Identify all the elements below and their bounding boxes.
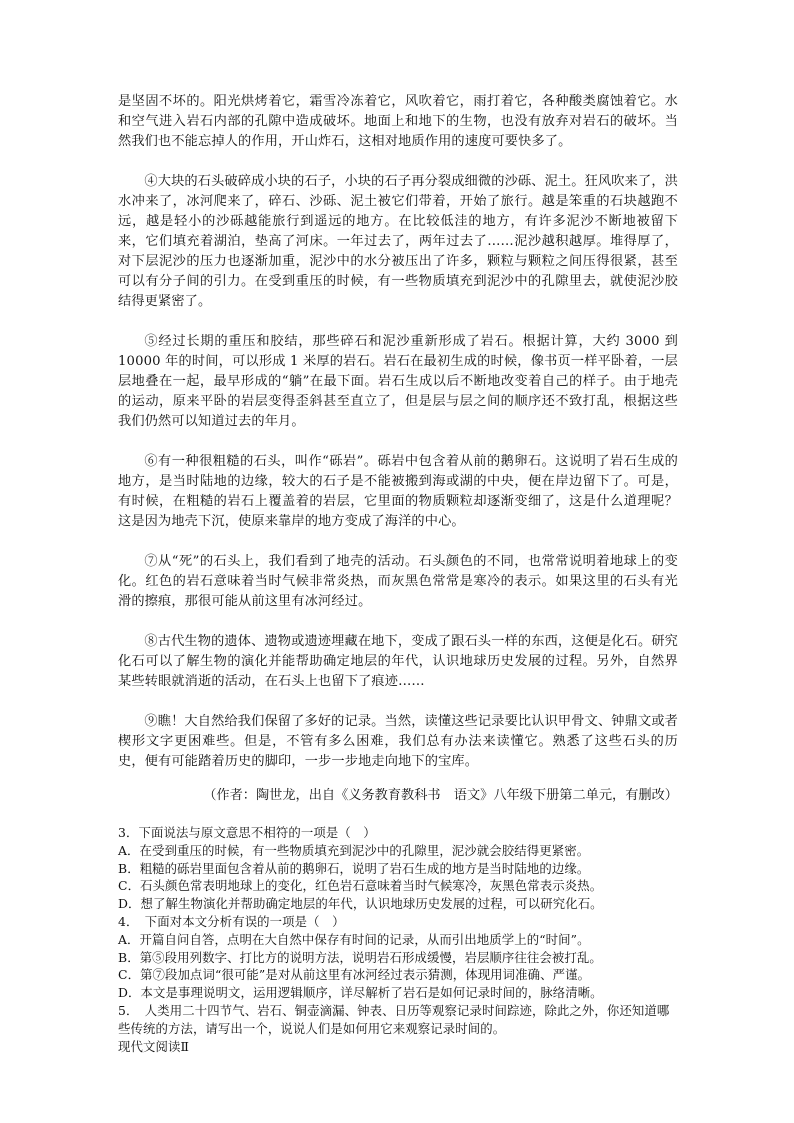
paragraph-5: ⑤经过长期的重压和胶结，那些碎石和泥沙重新形成了岩石。根据计算，大约 3000 到 10000 年的时间，可以形成 1 米厚的岩石。岩石在最初生成的时候，像书页一样平卧着，一层层地叠在一起，最早形成的“躺”在最下面。岩石生成以后不断地改变着自己的样子。由于地壳的运动，原来平卧的岩层变得歪斜甚至直立了，但是层与层之间的顺序还不致打乱，根据这些我们仍然可以知道过去的年月。: [118, 334, 678, 429]
question-4-option-d: D．本文是事理说明文，运用逻辑顺序，详尽解析了岩石是如何记录时间的，脉络清晰。: [118, 985, 603, 1001]
paragraph-7: ⑦从“死”的石头上，我们看到了地壳的活动。石头颜色的不同，也常常说明着地球上的变化。红色的岩石意味着当时气候非常炎热，而灰黑色常常是寒冷的表示。如果这里的石头有光滑的擦痕，那很可能从前这里有冰河经过。: [118, 554, 678, 609]
next-section-heading: 现代文阅读Ⅱ: [118, 1038, 189, 1054]
questions-section: [118, 824, 678, 1055]
question-3-option-b: B．粗糙的砾岩里面包含着从前的鹅卵石，说明了岩石生成的地方是当时陆地的边缘。: [118, 860, 590, 876]
paragraph-8: ⑧古代生物的遗体、遗物或遗迹埋藏在地下，变成了跟石头一样的东西，这便是化石。研究化石可以了解生物的演化并能帮助确定地层的年代，认识地球历史发展的过程。另外，自然界某些转眼就消逝的活动，在石头上也留下了痕迹……: [118, 634, 678, 689]
question-4-option-b: B．第⑤段用列数字、打比方的说明方法，说明岩石形成缓慢，岩层顺序往往会被打乱。: [118, 949, 602, 965]
question-3-option-c: C．石头颜色常表明地球上的变化，红色岩石意味着当时气候寒冷，灰黑色常表示炎热。: [118, 878, 603, 894]
question-4-stem: 4． 下面对本文分析有误的一项是（ ）: [118, 913, 345, 929]
question-4-option-a: A．开篇自问自答，点明在大自然中保存有时间的记录，从而引出地质学上的“时间”。: [118, 931, 590, 947]
question-4-option-c: C．第⑦段加点词“很可能”是对从前这里有冰河经过表示猜测，体现用词准确、严谨。: [118, 967, 591, 983]
question-5-stem: 5． 人类用二十四节气、岩石、铜壶滴漏、钟表、日历等观察记录时间踪迹，除此之外，你还知道哪些传统的方法，请写出一个，说说人们是如何用它来观察记录时间的。: [118, 1002, 670, 1036]
question-3-option-a: A．在受到重压的时候，有一些物质填充到泥沙中的孔隙里，泥沙就会胶结得更紧密。: [118, 842, 590, 858]
question-3-option-d: D．想了解生物演化并帮助确定地层的年代，认识地球历史发展的过程，可以研究化石。: [118, 896, 603, 912]
paragraph-4: ④大块的石头破碎成小块的石子，小块的石子再分裂成细微的沙砾、泥土。狂风吹来了，洪水冲来了，冰河爬来了，碎石、沙砾、泥土被它们带着，开始了旅行。越是笨重的石块越跑不远，越是轻小的沙砾越能旅行到遥远的地方。在比较低洼的地方，有许多泥沙不断地被留下来，它们填充着湖泊，垫高了河床。一年过去了，两年过去了……泥沙越积越厚。堆得厚了，对下层泥沙的压力也逐渐加重，泥沙中的水分被压出了许多，颗粒与颗粒之间压得很紧，甚至可以有分子间的引力。在受到重压的时候，有一些物质填充到泥沙中的孔隙里去，就使泥沙胶结得更紧密了。: [118, 174, 678, 309]
paragraph-9: ⑨瞧！大自然给我们保留了多好的记录。当然，读懂这些记录要比认识甲骨文、钟鼎文或者楔形文字更困难些。但是，不管有多么困难，我们总有办法来读懂它。熟悉了这些石头的历史，便有可能踏着历史的脚印，一步一步地走向地下的宝库。: [118, 714, 678, 769]
paragraph-6: ⑥有一种很粗糙的石头，叫作“砾岩”。砾岩中包含着从前的鹅卵石。这说明了岩石生成的地方，是当时陆地的边缘，较大的石子是不能被搬到海或湖的中央，便在岸边留下了。可是，有时候，在粗糙的岩石上覆盖着的岩层，它里面的物质颗粒却逐渐变细了，这是什么道理呢？这是因为地壳下沉，使原来靠岸的地方变成了海洋的中心。: [118, 454, 678, 529]
question-3-stem: 3．下面说法与原文意思不相符的一项是（ ）: [118, 825, 376, 840]
document-page: [118, 92, 678, 1055]
source-credit: （作者：陶世龙，出自《义务教育教科书 语文》八年级下册第二单元，有删改）: [203, 788, 678, 803]
paragraph-3-tail: 是坚固不坏的。阳光烘烤着它，霜雪冷冻着它，风吹着它，雨打着它，各种酸类腐蚀着它。水和空气进入岩石内部的孔隙中造成破坏。地面上和地下的生物，也没有放弃对岩石的破坏。当然我们也不能忘掉人的作用，开山炸石，这相对地质作用的速度可要快多了。: [118, 94, 678, 149]
